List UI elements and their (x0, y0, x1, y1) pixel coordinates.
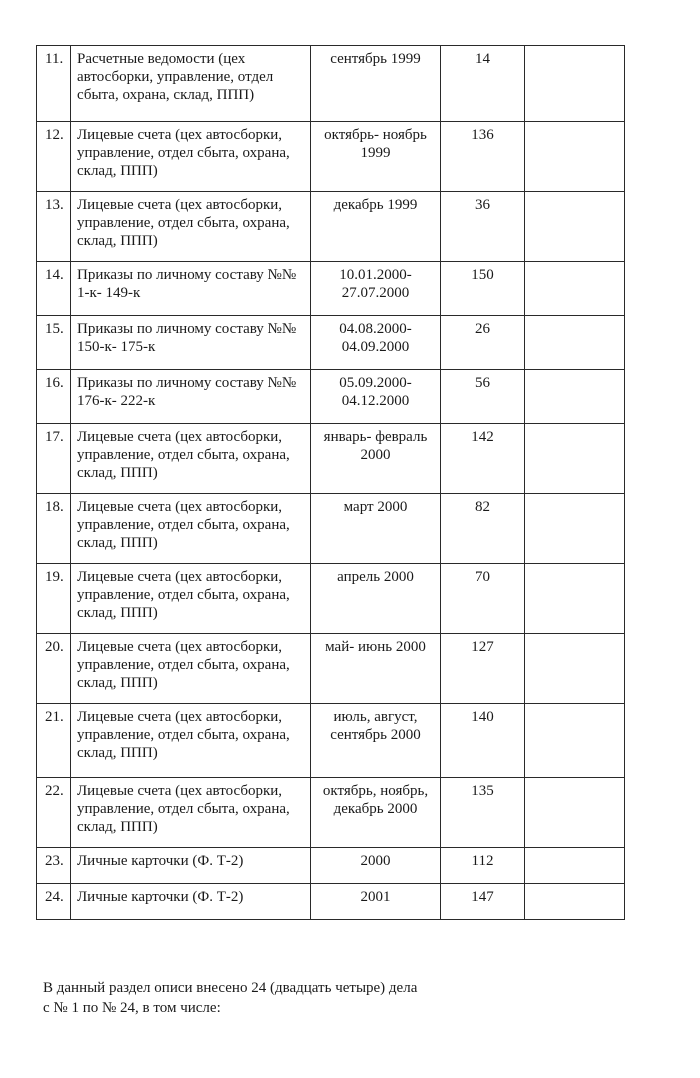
table-row (37, 634, 625, 704)
row-number: 17. (37, 424, 71, 494)
row-sheet-count: 82 (441, 494, 525, 564)
row-dates: апрель 2000 (311, 564, 441, 634)
row-title: Лицевые счета (цех автосборки, управление, отдел сбыта, охрана, склад, ППП) (71, 494, 311, 564)
row-dates: 10.01.2000- 27.07.2000 (311, 262, 441, 316)
row-title: Лицевые счета (цех автосборки, управление, отдел сбыта, охрана, склад, ППП) (71, 778, 311, 848)
table-row (37, 848, 625, 884)
table-row (37, 46, 625, 122)
row-sheet-count: 112 (441, 848, 525, 884)
row-number: 20. (37, 634, 71, 704)
row-number: 12. (37, 122, 71, 192)
row-note (525, 564, 625, 634)
row-note (525, 848, 625, 884)
table-row (37, 424, 625, 494)
row-title: Расчетные ведомости (цех автосборки, управление, отдел сбыта, охрана, склад, ППП) (71, 46, 311, 122)
row-dates: 2001 (311, 884, 441, 920)
row-note (525, 122, 625, 192)
table-row (37, 316, 625, 370)
row-dates: сентябрь 1999 (311, 46, 441, 122)
row-note (525, 46, 625, 122)
row-title: Лицевые счета (цех автосборки, управление, отдел сбыта, охрана, склад, ППП) (71, 564, 311, 634)
row-title: Лицевые счета (цех автосборки, управление, отдел сбыта, охрана, склад, ППП) (71, 192, 311, 262)
row-title: Лицевые счета (цех автосборки, управление, отдел сбыта, охрана, склад, ППП) (71, 424, 311, 494)
row-sheet-count: 150 (441, 262, 525, 316)
row-number: 16. (37, 370, 71, 424)
row-dates: январь- февраль 2000 (311, 424, 441, 494)
row-dates: июль, август, сентябрь 2000 (311, 704, 441, 778)
row-number: 21. (37, 704, 71, 778)
row-note (525, 778, 625, 848)
row-note (525, 884, 625, 920)
row-sheet-count: 136 (441, 122, 525, 192)
row-sheet-count: 26 (441, 316, 525, 370)
row-number: 22. (37, 778, 71, 848)
inventory-table (36, 45, 625, 920)
row-title: Личные карточки (Ф. Т-2) (71, 884, 311, 920)
summary-line-1: В данный раздел описи внесено 24 (двадцать четыре) дела (43, 980, 418, 996)
row-title: Личные карточки (Ф. Т-2) (71, 848, 311, 884)
row-title: Лицевые счета (цех автосборки, управление, отдел сбыта, охрана, склад, ППП) (71, 634, 311, 704)
row-dates: май- июнь 2000 (311, 634, 441, 704)
row-note (525, 494, 625, 564)
row-dates: 04.08.2000- 04.09.2000 (311, 316, 441, 370)
row-dates: 2000 (311, 848, 441, 884)
row-dates: октябрь, ноябрь, декабрь 2000 (311, 778, 441, 848)
row-dates: октябрь- ноябрь 1999 (311, 122, 441, 192)
row-number: 19. (37, 564, 71, 634)
row-title: Приказы по личному составу №№ 176-к- 222-к (71, 370, 311, 424)
row-sheet-count: 142 (441, 424, 525, 494)
summary-line-2: с № 1 по № 24, в том числе: (43, 1000, 221, 1016)
row-sheet-count: 56 (441, 370, 525, 424)
row-title: Приказы по личному составу №№ 150-к- 175-к (71, 316, 311, 370)
table-row (37, 192, 625, 262)
table-row (37, 564, 625, 634)
row-dates: март 2000 (311, 494, 441, 564)
row-title: Приказы по личному составу №№ 1-к- 149-к (71, 262, 311, 316)
row-note (525, 192, 625, 262)
row-sheet-count: 70 (441, 564, 525, 634)
row-number: 24. (37, 884, 71, 920)
row-note (525, 262, 625, 316)
row-note (525, 424, 625, 494)
row-note (525, 370, 625, 424)
row-number: 14. (37, 262, 71, 316)
table-row (37, 122, 625, 192)
row-number: 13. (37, 192, 71, 262)
table-row (37, 494, 625, 564)
table-row (37, 262, 625, 316)
table-row (37, 778, 625, 848)
row-sheet-count: 135 (441, 778, 525, 848)
table-row (37, 370, 625, 424)
row-sheet-count: 127 (441, 634, 525, 704)
row-sheet-count: 140 (441, 704, 525, 778)
row-number: 15. (37, 316, 71, 370)
row-title: Лицевые счета (цех автосборки, управление, отдел сбыта, охрана, склад, ППП) (71, 122, 311, 192)
row-number: 11. (37, 46, 71, 122)
row-number: 18. (37, 494, 71, 564)
row-note (525, 634, 625, 704)
row-dates: 05.09.2000- 04.12.2000 (311, 370, 441, 424)
table-row (37, 884, 625, 920)
inventory-table-body (37, 46, 625, 920)
row-note (525, 704, 625, 778)
row-dates: декабрь 1999 (311, 192, 441, 262)
row-sheet-count: 14 (441, 46, 525, 122)
row-sheet-count: 147 (441, 884, 525, 920)
row-note (525, 316, 625, 370)
table-row (37, 704, 625, 778)
section-summary (43, 978, 643, 1018)
row-number: 23. (37, 848, 71, 884)
row-title: Лицевые счета (цех автосборки, управление, отдел сбыта, охрана, склад, ППП) (71, 704, 311, 778)
row-sheet-count: 36 (441, 192, 525, 262)
